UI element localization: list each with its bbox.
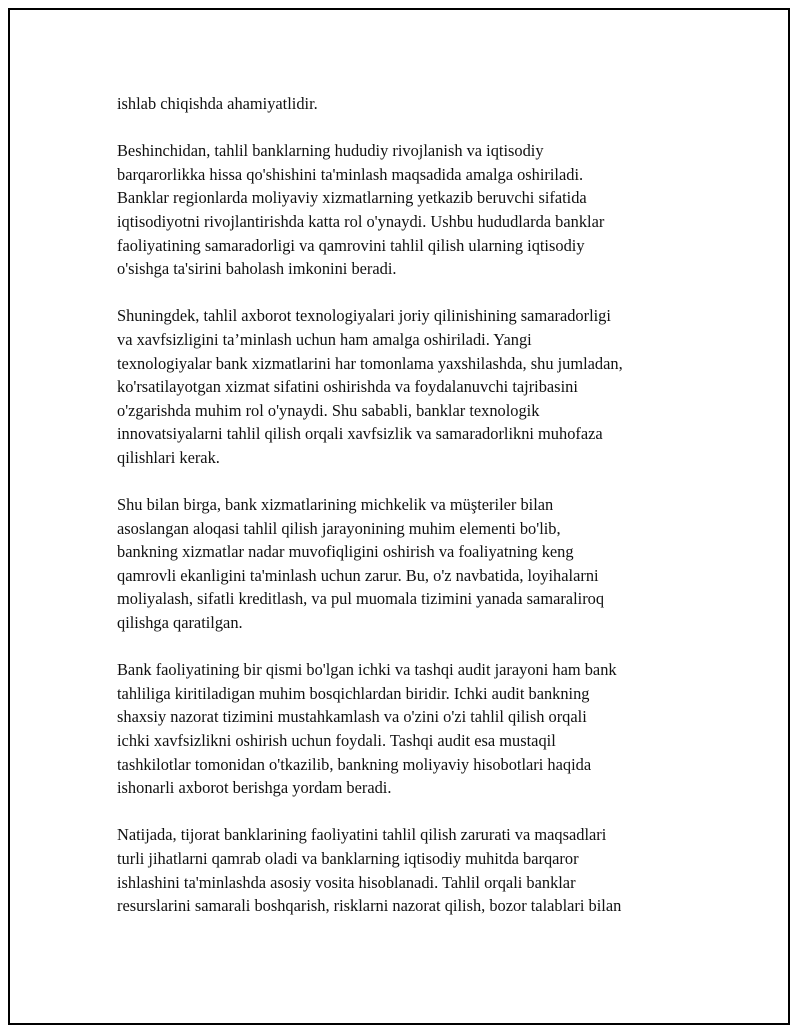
text-line: qamrovli ekanligini ta'minlash uchun zarur. Bu, o'z navbatida, loyihalarni: [117, 565, 599, 585]
text-line: ishonarli axborot berishga yordam beradi.: [117, 778, 392, 798]
paragraph-5: [117, 658, 697, 800]
text-line: tahliliga kiritiladigan muhim bosqichlardan biridir. Ichki audit bankning: [117, 683, 590, 703]
text-line: resurslarini samarali boshqarish, risklarni nazorat qilish, bozor talablari bilan: [117, 896, 622, 916]
text-line: innovatsiyalarni tahlil qilish orqali xavfsizlik va samaradorlikni muhofaza: [117, 424, 603, 444]
text-line: qilishga qaratilgan.: [117, 613, 243, 633]
text-line: ishlab chiqishda ahamiyatlidir.: [117, 94, 318, 113]
text-line: Banklar regionlarda moliyaviy xizmatlarning yetkazib beruvchi sifatida: [117, 188, 587, 208]
text-line: Natijada, tijorat banklarining faoliyatini tahlil qilish zarurati va maqsadlari: [117, 825, 607, 845]
paragraph-3: [117, 304, 697, 469]
text-line: bankning xizmatlar nadar muvofiqligini oshirish va foaliyatning keng: [117, 542, 574, 562]
text-line: o'sishga ta'sirini baholash imkonini beradi.: [117, 259, 397, 279]
text-line: ishlashini ta'minlashda asosiy vosita hisoblanadi. Tahlil orqali banklar: [117, 872, 576, 892]
text-line: ichki xavfsizlikni oshirish uchun foydali. Tashqi audit esa mustaqil: [117, 731, 556, 751]
text-line: texnologiyalar bank xizmatlarini har tomonlama yaxshilashda, shu jumladan,: [117, 353, 623, 373]
text-line: ko'rsatilayotgan xizmat sifatini oshirishda va foydalanuvchi tajribasini: [117, 377, 578, 397]
text-line: moliyalash, sifatli kreditlash, va pul muomala tizimini yanada samaraliroq: [117, 589, 605, 609]
text-line: qilishlari kerak.: [117, 447, 220, 467]
paragraph-2: [117, 139, 697, 281]
text-line: Bank faoliyatining bir qismi bo'lgan ichki va tashqi audit jarayoni ham bank: [117, 660, 617, 680]
text-line: tashkilotlar tomonidan o'tkazilib, bankning moliyaviy hisobotlari haqida: [117, 754, 592, 774]
text-line: Shu bilan birga, bank xizmatlarining michkelik va müşteriler bilan: [117, 495, 554, 515]
document-body: [117, 92, 697, 941]
paragraph-6: [117, 823, 697, 917]
text-line: va xavfsizligini ta’minlash uchun ham amalga oshiriladi. Yangi: [117, 329, 532, 349]
text-line: turli jihatlarni qamrab oladi va banklarning iqtisodiy muhitda barqaror: [117, 849, 579, 868]
paragraph-1: [117, 92, 697, 116]
text-line: Beshinchidan, tahlil banklarning hududiy rivojlanish va iqtisodiy: [117, 141, 544, 161]
text-line: Shuningdek, tahlil axborot texnologiyalari joriy qilinishining samaradorligi: [117, 306, 611, 326]
text-line: barqarorlikka hissa qo'shishini ta'minlash maqsadida amalga oshiriladi.: [117, 164, 584, 184]
text-line: iqtisodiyotni rivojlantirishda katta rol o'ynaydi. Ushbu hududlarda banklar: [117, 211, 605, 231]
text-line: faoliyatining samaradorligi va qamrovini tahlil qilish ularning iqtisodiy: [117, 235, 585, 255]
text-line: asoslangan aloqasi tahlil qilish jarayonining muhim elementi bo'lib,: [117, 518, 561, 538]
paragraph-4: [117, 493, 697, 635]
text-line: o'zgarishda muhim rol o'ynaydi. Shu sababli, banklar texnologik: [117, 400, 540, 420]
text-line: shaxsiy nazorat tizimini mustahkamlash va o'zini o'zi tahlil qilish orqali: [117, 707, 587, 727]
